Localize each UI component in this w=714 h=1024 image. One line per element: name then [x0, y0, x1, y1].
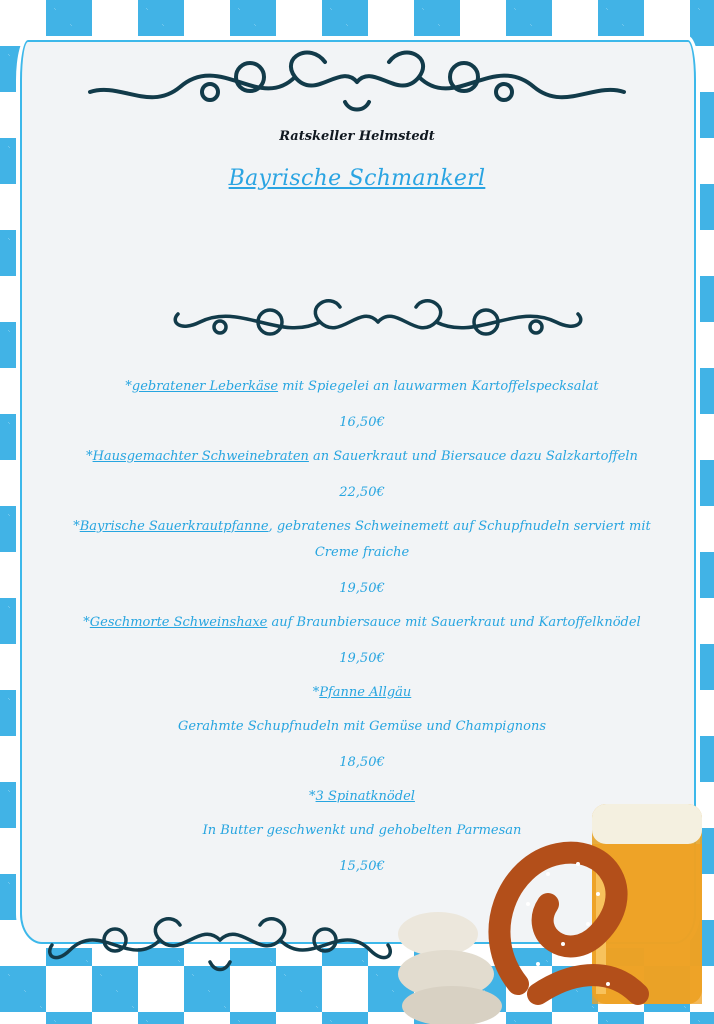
item-marker: * — [73, 519, 80, 534]
item-description-line — [60, 444, 664, 470]
item-name-line — [60, 680, 664, 706]
item-name: Hausgemachter Schweinebraten — [92, 449, 309, 464]
item-description: In Butter geschwenkt und gehobelten Parmesan — [202, 823, 522, 838]
restaurant-name: Ratskeller Helmstedt — [279, 129, 435, 144]
item-price: 18,50€ — [339, 755, 385, 770]
item-description-line — [60, 374, 664, 400]
menu-item — [60, 680, 664, 776]
middle-flourish-ornament — [160, 282, 596, 362]
item-description: an Sauerkraut und Biersauce dazu Salzkartoffeln — [308, 449, 638, 464]
food-photo-pretzel-beer-sausages — [398, 784, 714, 1024]
item-name: Bayrische Sauerkrautpfanne — [79, 519, 269, 534]
item-description: Gerahmte Schupfnudeln mit Gemüse und Champignons — [177, 719, 547, 734]
item-price: 16,50€ — [339, 415, 385, 430]
menu-title: Bayrische Schmankerl — [228, 166, 486, 191]
item-price: 19,50€ — [339, 651, 385, 666]
item-description-line — [60, 610, 664, 636]
item-name: 3 Spinatknödel — [315, 789, 415, 804]
item-description: auf Braunbiersauce mit Sauerkraut und Kartoffelknödel — [267, 615, 641, 630]
item-description-line — [60, 514, 664, 566]
item-name: Pfanne Allgäu — [319, 685, 412, 700]
bottom-flourish-ornament — [30, 900, 410, 986]
menu-item — [60, 374, 664, 436]
item-price: 19,50€ — [339, 581, 385, 596]
menu-item — [60, 610, 664, 672]
item-marker: * — [83, 615, 90, 630]
item-description: mit Spiegelei an lauwarmen Kartoffelspecksalat — [278, 379, 599, 394]
item-description: , gebratenes Schweinemett auf Schupfnudeln serviert mit Creme fraiche — [268, 519, 651, 560]
item-price: 15,50€ — [339, 859, 385, 874]
item-name: gebratener Leberkäse — [131, 379, 279, 394]
item-marker: * — [125, 379, 132, 394]
top-flourish-ornament — [60, 32, 654, 122]
menu-item — [60, 444, 664, 506]
item-name: Geschmorte Schweinshaxe — [89, 615, 268, 630]
item-marker: * — [312, 685, 320, 700]
menu-item — [60, 514, 664, 602]
item-price: 22,50€ — [339, 485, 385, 500]
item-marker: * — [309, 789, 316, 804]
item-marker: * — [86, 449, 93, 464]
